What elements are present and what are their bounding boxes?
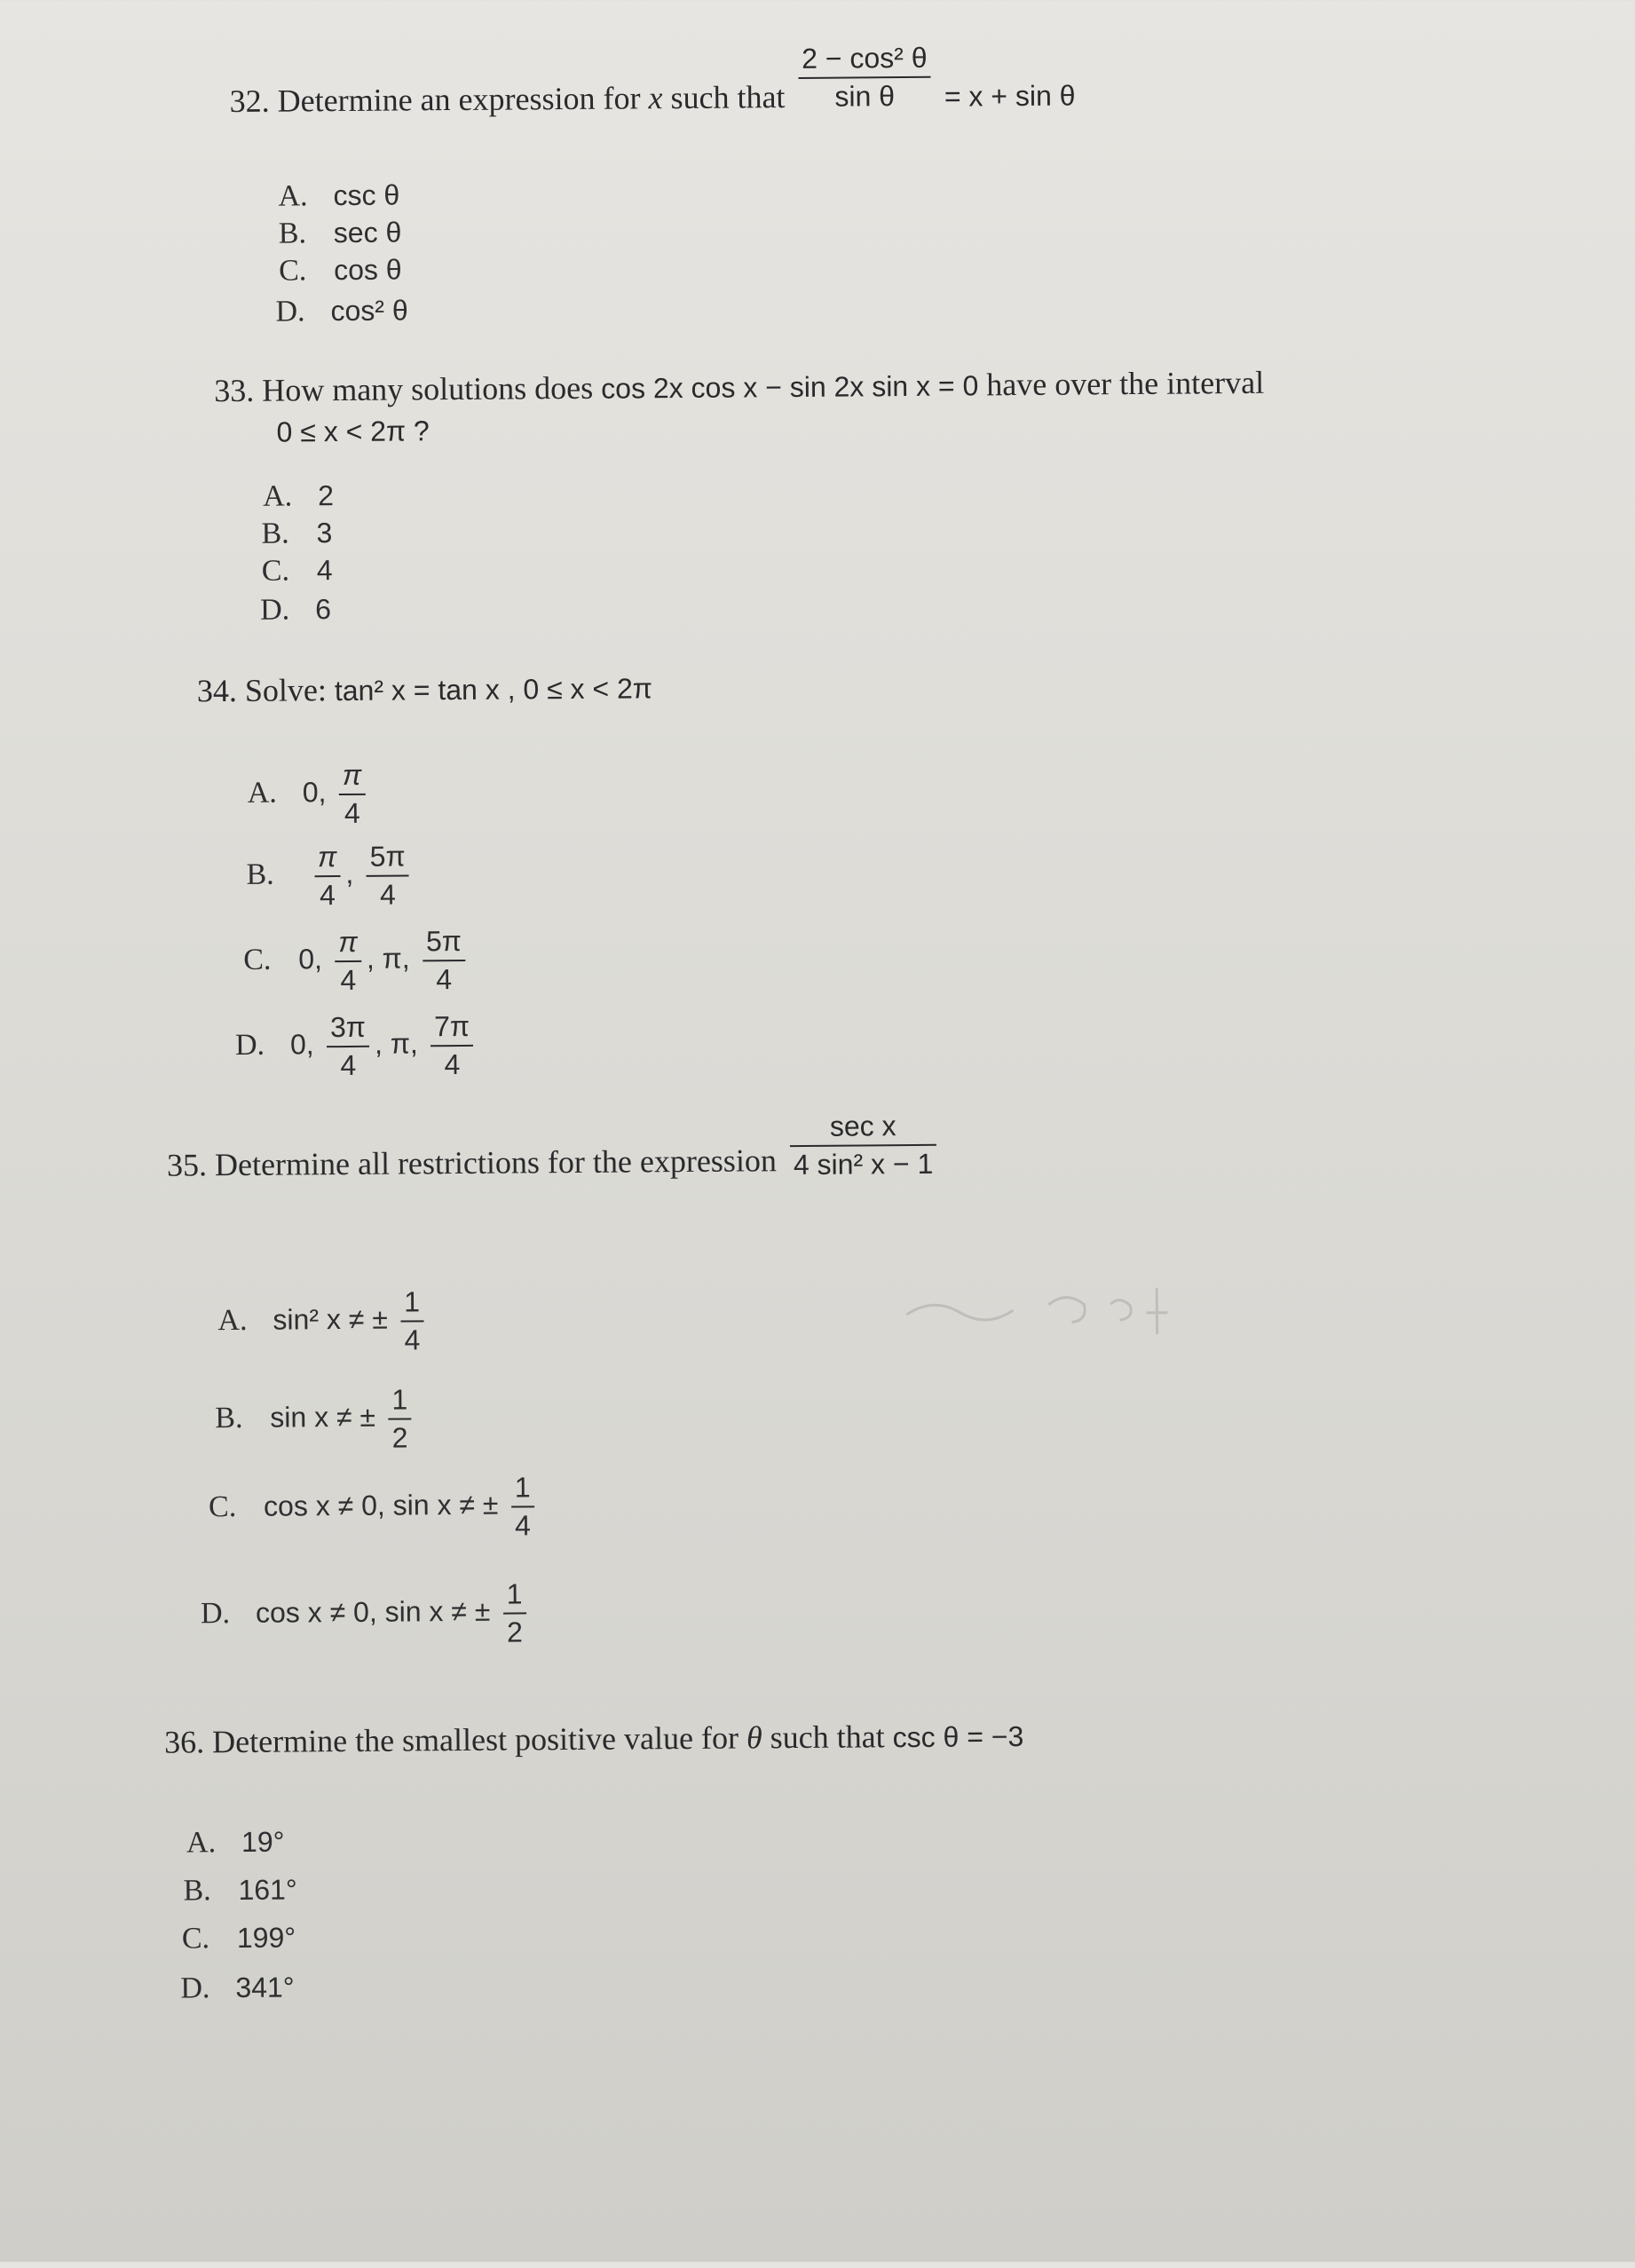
option-expr: sin² x ≠ ± bbox=[272, 1302, 388, 1336]
numerator: π bbox=[317, 841, 337, 873]
numerator: π bbox=[338, 925, 358, 959]
fraction bbox=[798, 42, 931, 113]
option-text: 341° bbox=[235, 1971, 295, 2004]
option-text: 3 bbox=[316, 517, 333, 549]
fraction-bar bbox=[327, 1046, 369, 1047]
question-stem-cont: such that bbox=[670, 79, 786, 116]
equation-rhs: = x + sin θ bbox=[944, 79, 1076, 113]
equation: csc θ = −3 bbox=[892, 1720, 1024, 1754]
denominator: 4 bbox=[344, 797, 360, 830]
option-label: D. bbox=[234, 1028, 265, 1062]
option-text: 19° bbox=[241, 1825, 285, 1858]
numerator: 3π bbox=[329, 1010, 367, 1044]
question-stem-cont: such that bbox=[770, 1719, 885, 1756]
question-stem: Solve: bbox=[244, 672, 328, 708]
option-label: D. bbox=[200, 1597, 231, 1631]
option-a[interactable] bbox=[263, 479, 334, 514]
option-a[interactable] bbox=[278, 179, 399, 214]
option-label: C. bbox=[243, 943, 272, 976]
fraction bbox=[511, 1472, 534, 1542]
option-c[interactable] bbox=[182, 1921, 296, 1956]
fraction-bar bbox=[511, 1506, 534, 1508]
option-b[interactable] bbox=[261, 517, 332, 551]
option-text: 161° bbox=[238, 1873, 297, 1906]
question-stem-cont: have over the interval bbox=[986, 364, 1265, 403]
option-a[interactable] bbox=[248, 760, 371, 830]
separator: , bbox=[345, 857, 354, 889]
option-label: C. bbox=[279, 254, 307, 288]
fraction-bar bbox=[798, 76, 930, 79]
option-label: C. bbox=[208, 1490, 237, 1524]
option-text: cos² θ bbox=[330, 294, 408, 328]
question-33-interval bbox=[276, 411, 430, 451]
fraction-bar bbox=[423, 960, 465, 961]
fraction bbox=[339, 760, 366, 830]
question-number: 35. bbox=[166, 1147, 208, 1183]
numerator: 5π bbox=[369, 840, 406, 873]
option-c[interactable] bbox=[209, 1472, 540, 1544]
pencil-marks bbox=[897, 1277, 1191, 1351]
option-label: D. bbox=[275, 295, 305, 328]
option-b[interactable] bbox=[246, 841, 415, 912]
denominator: 4 bbox=[436, 963, 453, 996]
option-expr: cos x ≠ 0, sin x ≠ ± bbox=[263, 1488, 499, 1522]
fraction-bar bbox=[400, 1321, 423, 1323]
fraction-bar bbox=[314, 875, 340, 877]
option-d[interactable] bbox=[201, 1578, 532, 1650]
denominator: 4 bbox=[404, 1324, 421, 1356]
fraction bbox=[388, 1384, 411, 1454]
question-34 bbox=[197, 668, 652, 710]
question-33 bbox=[214, 364, 1264, 410]
denominator: 4 bbox=[444, 1048, 461, 1081]
option-label: A. bbox=[247, 776, 277, 810]
interval: 0 ≤ x < 2π ? bbox=[276, 415, 430, 448]
option-b[interactable] bbox=[215, 1384, 417, 1455]
fraction bbox=[327, 1012, 369, 1082]
fraction bbox=[430, 1011, 473, 1081]
equation: tan² x = tan x , 0 ≤ x < 2π bbox=[334, 672, 653, 707]
question-32 bbox=[229, 41, 1076, 122]
denominator: 4 bbox=[379, 878, 396, 911]
fraction-bar bbox=[339, 794, 365, 795]
option-text: sec θ bbox=[333, 216, 402, 249]
question-stem: Determine all restrictions for the expression bbox=[214, 1142, 778, 1183]
equation: cos 2x cos x − sin 2x sin x = 0 bbox=[601, 369, 979, 405]
option-label: B. bbox=[183, 1874, 211, 1908]
question-stem: How many solutions does bbox=[262, 369, 594, 408]
numerator: 5π bbox=[425, 924, 462, 958]
numerator: 1 bbox=[514, 1471, 531, 1504]
option-value: 0, bbox=[298, 943, 323, 976]
option-label: B. bbox=[215, 1401, 243, 1435]
denominator: 4 sin² x − 1 bbox=[793, 1147, 934, 1181]
fraction bbox=[423, 926, 465, 996]
option-value: , π, bbox=[374, 1027, 418, 1060]
option-c[interactable] bbox=[262, 554, 333, 589]
numerator: 7π bbox=[434, 1009, 470, 1043]
denominator: 2 bbox=[391, 1421, 408, 1454]
option-label: A. bbox=[217, 1303, 248, 1338]
option-text: 6 bbox=[315, 593, 332, 626]
fraction-bar bbox=[503, 1613, 526, 1615]
denominator: sin θ bbox=[834, 79, 896, 113]
numerator: π bbox=[342, 758, 362, 792]
option-c[interactable] bbox=[279, 253, 402, 288]
fraction-bar bbox=[430, 1045, 473, 1047]
fraction-bar bbox=[367, 875, 409, 877]
question-number: 34. bbox=[196, 672, 238, 709]
option-b[interactable] bbox=[183, 1873, 296, 1908]
numerator: 2 − cos² θ bbox=[801, 41, 928, 75]
option-text: 2 bbox=[318, 479, 335, 512]
fraction-bar bbox=[335, 960, 360, 962]
fraction bbox=[400, 1286, 423, 1356]
pencil-scribble-icon bbox=[897, 1277, 1191, 1342]
option-label: C. bbox=[261, 554, 290, 588]
option-label: B. bbox=[261, 517, 289, 550]
option-label: A. bbox=[263, 479, 293, 513]
option-label: B. bbox=[278, 217, 307, 250]
option-value: 0, bbox=[289, 1028, 314, 1061]
fraction bbox=[503, 1578, 526, 1648]
question-stem: Determine the smallest positive value for bbox=[212, 1719, 739, 1760]
numerator: 1 bbox=[391, 1383, 408, 1416]
fraction-bar bbox=[790, 1144, 936, 1147]
numerator: sec x bbox=[829, 1109, 896, 1142]
question-number: 32. bbox=[229, 83, 270, 119]
option-c[interactable] bbox=[243, 926, 470, 997]
denominator: 4 bbox=[340, 964, 357, 997]
denominator: 4 bbox=[514, 1509, 532, 1542]
denominator: 4 bbox=[319, 879, 336, 912]
fraction bbox=[789, 1110, 936, 1181]
option-text: 199° bbox=[236, 1921, 296, 1954]
fraction bbox=[367, 841, 409, 911]
option-text: cos θ bbox=[334, 253, 402, 287]
option-a[interactable] bbox=[186, 1826, 285, 1861]
option-d[interactable] bbox=[235, 1011, 479, 1083]
denominator: 2 bbox=[506, 1616, 523, 1648]
option-expr: sin x ≠ ± bbox=[270, 1400, 376, 1434]
option-a[interactable] bbox=[217, 1286, 429, 1357]
question-36 bbox=[164, 1717, 1023, 1762]
fraction bbox=[314, 842, 341, 912]
option-d[interactable] bbox=[275, 294, 407, 328]
option-d[interactable] bbox=[180, 1971, 294, 2005]
variable-theta: θ bbox=[746, 1719, 762, 1756]
option-label: B. bbox=[246, 857, 274, 891]
option-value: 0, bbox=[302, 776, 327, 809]
question-number: 36. bbox=[164, 1724, 205, 1760]
numerator: 1 bbox=[404, 1285, 421, 1318]
question-35 bbox=[166, 1109, 943, 1186]
option-text: 4 bbox=[316, 554, 333, 587]
question-number: 33. bbox=[214, 372, 255, 409]
option-text: csc θ bbox=[333, 178, 400, 212]
variable-x: x bbox=[648, 80, 663, 116]
denominator: 4 bbox=[340, 1049, 357, 1082]
option-d[interactable] bbox=[260, 593, 331, 628]
numerator: 1 bbox=[506, 1577, 523, 1610]
option-label: D. bbox=[260, 593, 290, 627]
option-b[interactable] bbox=[279, 216, 402, 250]
option-expr: cos x ≠ 0, sin x ≠ ± bbox=[255, 1594, 491, 1629]
option-value: , π, bbox=[366, 942, 410, 975]
fraction-bar bbox=[389, 1418, 412, 1420]
option-label: C. bbox=[181, 1922, 210, 1956]
option-label: A. bbox=[278, 179, 308, 213]
option-label: A. bbox=[186, 1826, 217, 1860]
question-stem: Determine an expression for bbox=[277, 80, 641, 119]
fraction bbox=[335, 927, 361, 997]
option-label: D. bbox=[180, 1972, 210, 2005]
